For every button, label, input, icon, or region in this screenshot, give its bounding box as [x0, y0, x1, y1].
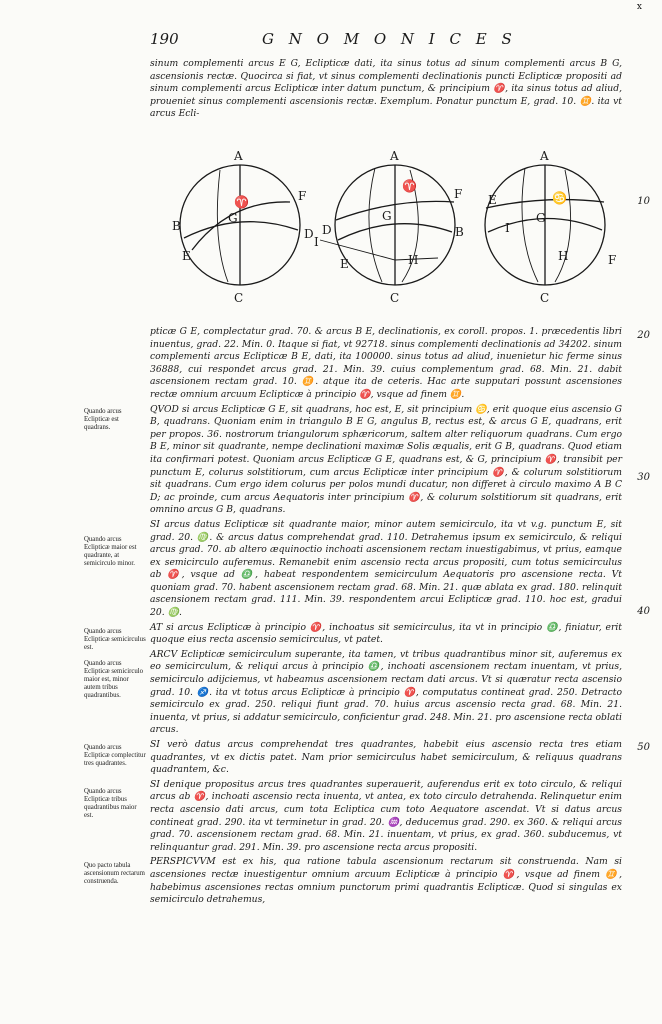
fig1-label-g: G [228, 211, 238, 225]
fig3-cancer-sign: ♋ [552, 191, 567, 205]
margin-note: Quando arcus Eclipticæ tribus quadrantibus maior est. [84, 788, 137, 819]
line-number: 20 [637, 330, 650, 341]
paragraph: pticæ G E, complectatur grad. 70. & arcus B E, declinationis, ex coroll. propos. 1. præcedentis libri inuentus, grad. 22. Min. 0. Itaque si fiat, vt 92718. sinus complementi declinationis ad 34202. sinum complementi arcus Eclipticæ B E, dati, ita 100000. sinus totus ad aliud, inuenietur hic ferme sinus 36888, cui respondet arcus grad. 21. Min. 39. cuius complementum grad. 68. Min. 21. dabit ascensionem rectam grad. 10. ♊. atque ita de ceteris. Hac arte supputari possunt ascensiones rectæ omnium arcuum Eclipticæ à principio ♈, vsque ad finem ♊. [150, 326, 622, 400]
running-title: G N O M O N I C E S [262, 30, 517, 48]
fig1-aries-sign: ♈ [234, 195, 249, 209]
fig2-label-c: C [390, 291, 400, 305]
fig2-label-f: F [454, 187, 463, 201]
corner-mark: x [636, 2, 642, 12]
fig1-label-c: C [234, 291, 244, 305]
margin-note: Quando arcus Eclipticæ semicirculus est. [84, 628, 146, 651]
paragraph: ARCV Eclipticæ semicirculum superante, ita tamen, vt tribus quadrantibus minor sit, auferemus ex eo semicirculum, & reliqui arcus à principio ♎, inchoati ascensionem rectam inuentam, vt prius, semicirculo adijciemus, vt habeamus ascensionem rectam dati arcus. Vt si quæratur recta ascensio grad. 10. ♐. ita vt totus arcus Eclipticæ à principio ♈, computatus contineat grad. 250. Detracto semicirculo ex grad. 250. reliqui fiunt grad. 70. huius arcus ascensio recta grad. 68. Min. 21. inuenta, vt prius, si addatur semicirculo, conficientur grad. 248. Min. 21. pro ascensione recta oblati arcus. [150, 648, 622, 736]
sphere-diagrams [170, 140, 630, 315]
margin-note: Quando arcus Eclipticæ est quadrans. [84, 408, 122, 431]
paragraph: SI verò datus arcus comprehendat tres quadrantes, habebit eius ascensio recta tres etiam quadrantes, vt ex dictis patet. Nam prior semicirculus habet semicirculum, & reliquus quadrans quadrantem, &c. [150, 739, 622, 776]
line-number: 30 [637, 472, 650, 483]
fig1-label-f: F [298, 189, 307, 203]
figures-row [170, 140, 630, 315]
figure-3 [485, 165, 605, 285]
fig2-label-i: I [314, 235, 319, 249]
margin-note: Quando arcus Eclipticæ maior est quadrante, at semicirculo minor. [84, 536, 137, 567]
paragraph: AT si arcus Eclipticæ à principio ♈, inchoatus sit semicirculus, ita vt in principio ♎, finiatur, erit quoque eius recta ascensio semicirculus, vt patet. [150, 621, 622, 646]
fig1-label-d: D [304, 227, 314, 241]
line-number: 50 [637, 742, 650, 753]
fig3-label-a: A [540, 149, 549, 163]
main-text-block [150, 326, 622, 909]
fig2-label-g: G [382, 209, 392, 223]
fig3-label-h: H [558, 249, 569, 263]
paragraph: SI denique propositus arcus tres quadrantes superauerit, auferendus erit ex toto circulo, & reliqui arcus ab ♈, inchoati ascensio recta inuenta, vt antea, ex toto circulo detrahenda. Relinquetur enim recta ascensio dati arcus, cum tota Ecliptica cum toto Aequatore ascendat. Vt si datus arcus contineat grad. 290. ita vt terminetur in grad. 20. ♒, deducemus grad. 290. ex 360. & reliqui arcus grad. 70. ascensionem rectam grad. 68. Min. 21. inuentam, vt prius, ex grad. 360. subducemus, vt relinquantur grad. 291. Min. 39. pro ascensione recta arcus propositi. [150, 778, 622, 853]
fig1-label-e: E [182, 249, 191, 263]
margin-note: Quando arcus Eclipticæ complectitur tres quadrantes. [84, 744, 146, 767]
paragraph: PERSPICVVM est ex his, qua ratione tabula ascensionum rectarum sit construenda. Nam si ascensiones rectæ inuestigentur omnium arcuum Eclipticæ à principio ♈, vsque ad finem ♊, habebimus ascensiones rectas omnium punctorum primi quadrantis Eclipticæ. Quod si singulas ex semicirculo detrahemus, [150, 856, 622, 906]
fig3-label-g: G [536, 211, 546, 225]
margin-note: Quo pacto tabula ascensionum rectarum construenda. [84, 862, 145, 885]
fig3-label-i: I [505, 221, 510, 235]
margin-note: Quando arcus Eclipticæ semicirculo maior est, minor autem tribus quadrantibus. [84, 660, 144, 699]
page-header [150, 30, 620, 54]
fig3-label-e: E [488, 193, 497, 207]
page-number: 190 [150, 30, 179, 48]
fig2-label-d: D [322, 223, 332, 237]
fig1-label-b: B [172, 219, 181, 233]
top-paragraph: sinum complementi arcus E G, Eclipticæ dati, ita sinus totus ad sinum complementi arcus B G, ascensionis rectæ. Quocirca si fiat, vt sinus complementi declinationis puncti Eclipticæ propositi ad sinum complementi arcus Eclipticæ inter datum punctum, & principium ♈, ita sinus totus ad aliud, proueniet sinus complementi ascensionis rectæ. Exemplum. Ponatur punctum E, grad. 10. ♊. ita vt arcus Ecli- [150, 58, 622, 120]
line-number: 40 [637, 606, 650, 617]
fig2-label-e: E [340, 257, 349, 271]
paragraph: SI arcus datus Eclipticæ sit quadrante maior, minor autem semicirculo, ita vt v.g. punctum E, sit grad. 20. ♍. & arcus datus comprehendat grad. 110. Detrahemus ipsum ex semicirculo, & reliqui arcus grad. 70. ab altero æquinoctio inchoati ascensionem rectam inuestigabimus, vt prius, eamque ex semicirculo auferemus. Remanebit enim ascensio recta arcus propositi, cum totus semicirculus ab ♈, vsque ad ♎, habeat respondentem semicirculum Aequatoris pro ascensione recta. Vt quoniam grad. 70. habent ascensionem rectam grad. 68. Min. 21. quæ ablata ex grad. 180. relinquit ascensionem rectam grad. 111. Min. 39. respondentem arcui Eclipticæ grad. 110. hoc est, gradui 20. ♍. [150, 518, 622, 619]
fig3-label-c: C [540, 291, 550, 305]
fig2-label-a: A [390, 149, 399, 163]
fig1-label-a: A [234, 149, 243, 163]
top-text-block [150, 58, 622, 123]
line-number: 10 [637, 196, 650, 207]
paragraph: QVOD si arcus Eclipticæ G E, sit quadrans, hoc est, E, sit principium ♋, erit quoque eius ascensio G B, quadrans. Quoniam enim in triangulo B E G, angulus B, rectus est, & arcus G E, quadrans, erit per propos. 36. nostrorum triangulorum sphæricorum, saltem alter reliquorum quadrans. Cum ergo B E, minor sit quadrante, nempe declinationi maximæ Solis æqualis, erit G B, quadrans. Quod etiam ita confirmari potest. Quoniam arcus Eclipticæ G E, quadrans est, & G, principium ♈, transibit per punctum E, colurus solstitiorum, cum arcus Eclipticæ inter principium ♈, & colurum solstitiorum sit quadrans. Cum ergo idem colurus per polos mundi ducatur, non differet à circulo maximo A B C D; ac proinde, cum arcus Aequatoris inter principium ♈, & colurum solstitiorum sit quadrans, erit omnino arcus G B, quadrans. [150, 403, 622, 516]
fig2-label-h: H [408, 253, 419, 267]
fig2-label-b: B [455, 225, 464, 239]
fig3-label-f: F [608, 253, 617, 267]
fig2-aries-sign: ♈ [402, 179, 417, 193]
figure-1 [180, 165, 300, 285]
